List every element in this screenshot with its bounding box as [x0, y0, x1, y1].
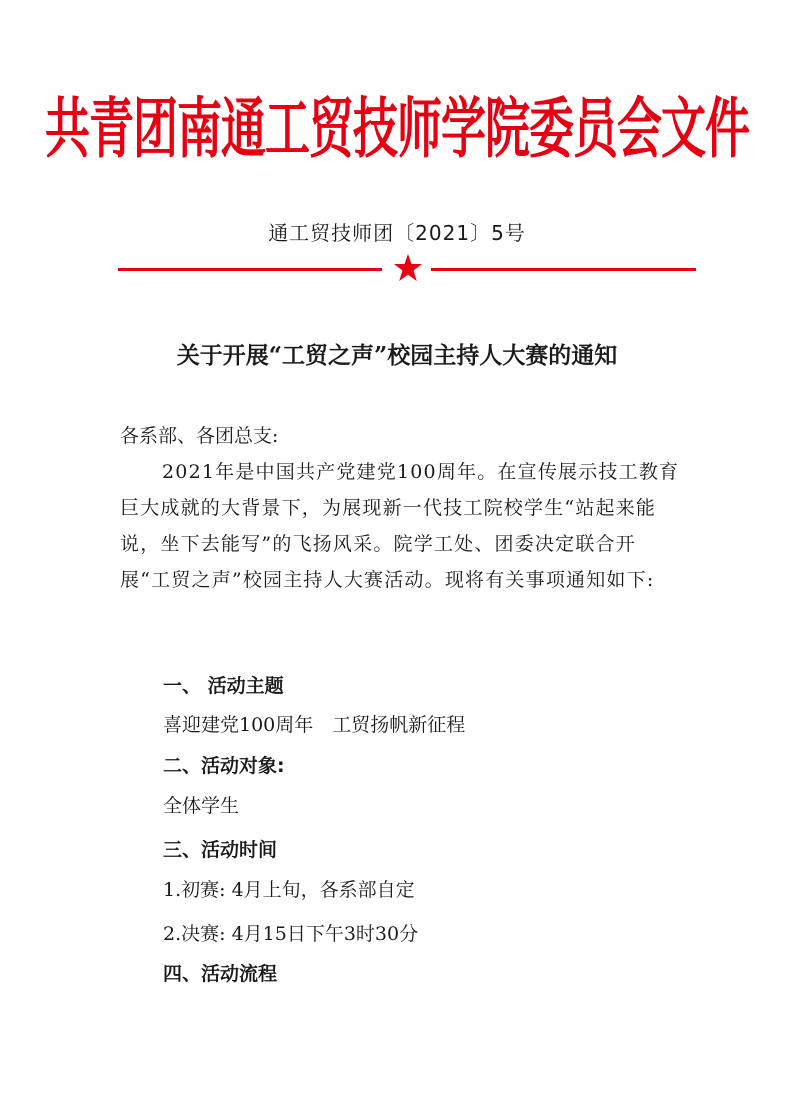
intro-paragraph: 2021年是中国共产党建党100周年。在宣传展示技工教育巨大成就的大背景下，为展现新一代技工院校学生“站起来能说，坐下去能写”的飞扬风采。院学工处、团委决定联合开展“工贸之声”校园主持人大赛活动。现将有关事项通知如下: [120, 461, 680, 591]
red-divider-left [118, 268, 382, 271]
document-number: 通工贸技师团〔2021〕5号 [268, 221, 526, 245]
section-theme-heading: 一、 活动主题 [163, 675, 284, 697]
time-item-final: 2.决赛: 4月15日下午3时30分 [163, 923, 419, 945]
notice-title: 关于开展“工贸之声”校园主持人大赛的通知 [176, 342, 618, 369]
time-item-preliminary: 1.初赛: 4月上旬，各系部自定 [163, 879, 415, 901]
red-divider-right [431, 268, 696, 271]
section-target-heading: 二、活动对象: [163, 755, 285, 777]
section-theme-text: 喜迎建党100周年 工贸扬帆新征程 [163, 714, 466, 736]
section-process-heading: 四、活动流程 [163, 963, 278, 985]
star-icon [393, 253, 423, 283]
section-target-text: 全体学生 [163, 795, 240, 817]
salutation: 各系部、各团总支: [120, 425, 279, 447]
document-header-title: 共青团南通工贸技师学院委员会文件 [44, 89, 749, 167]
section-time-heading: 三、活动时间 [163, 839, 278, 861]
